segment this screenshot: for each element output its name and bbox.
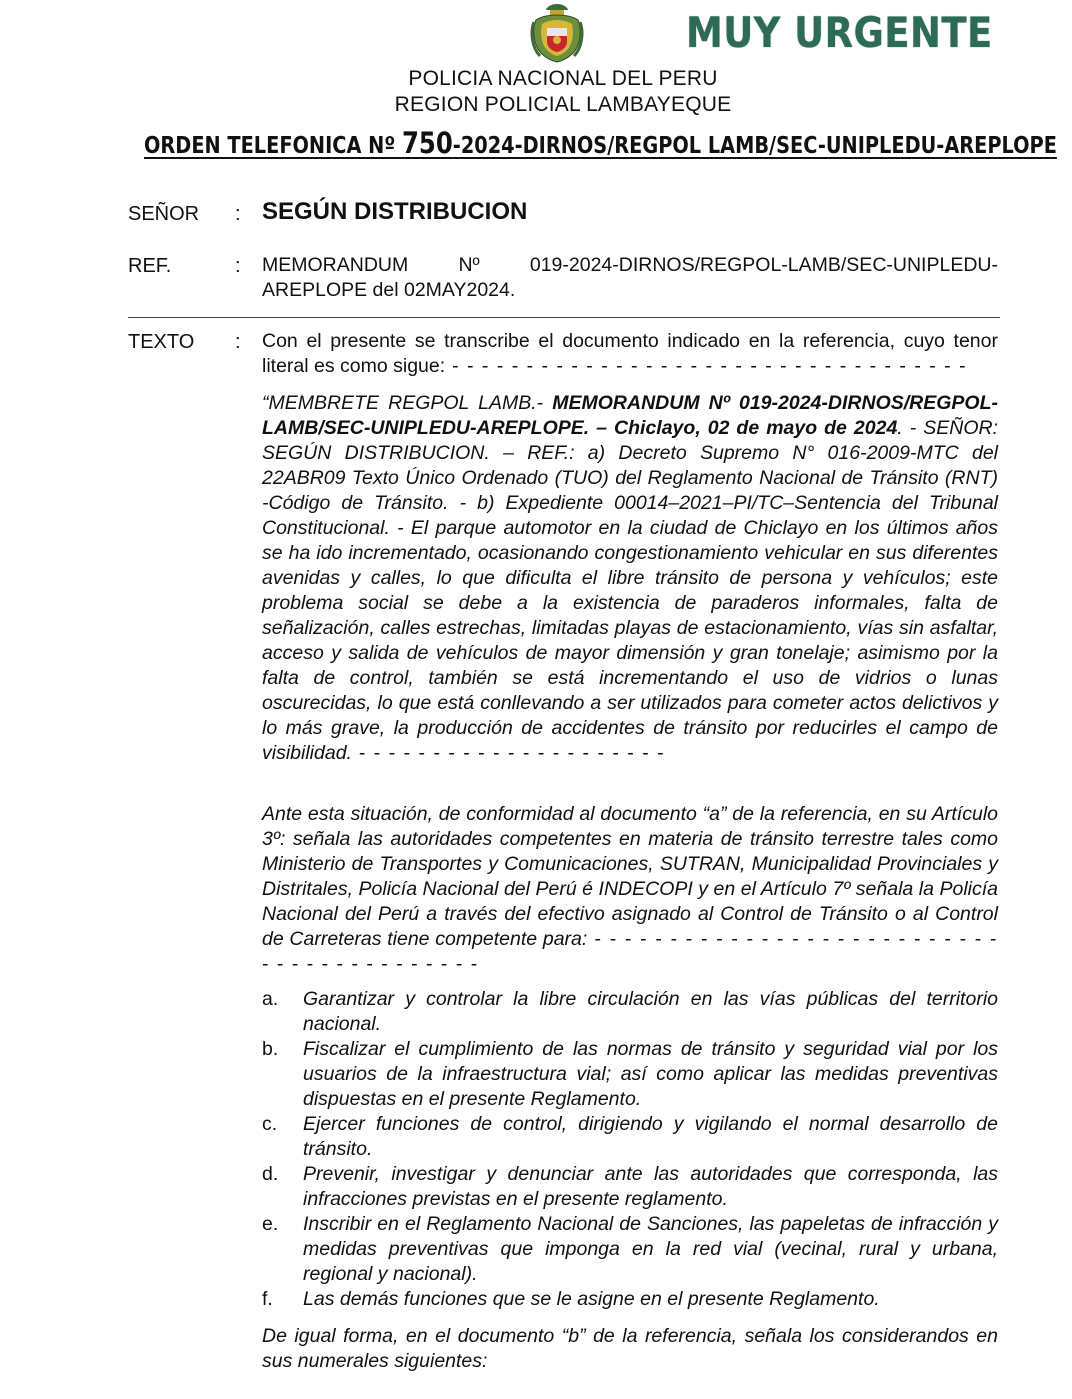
memo-paragraph-1 [262, 391, 998, 766]
intro-paragraph [262, 329, 998, 379]
intro-text: Con el presente se transcribe el documento indicado en la referencia, cuyo tenor literal es como sigue: [262, 330, 998, 377]
list-item-text: Inscribir en el Reglamento Nacional de Sanciones, las papeletas de infracción y medidas preventivas que imponga en la red vial (vecinal, rural y urbana, regional y nacional). [303, 1213, 998, 1285]
list-item-letter: c. [262, 1113, 278, 1135]
list-item [262, 987, 998, 1037]
memo-paragraph-3: De igual forma, en el documento “b” de la referencia, señala los considerandos en sus numerales siguientes: [262, 1325, 998, 1372]
ref-label: REF. [128, 255, 172, 277]
list-item-text: Fiscalizar el cumplimiento de las normas de tránsito y seguridad vial por los usuarios de la infraestructura vial; así como aplicar las medidas preventivas dispuestas en el presente Reglamento. [303, 1038, 998, 1110]
order-number: 750 [401, 126, 453, 160]
urgency-stamp: MUY URGENTE [686, 8, 993, 57]
list-item-letter: a. [262, 988, 279, 1010]
memo-paragraph-2 [262, 802, 998, 977]
list-item-text: Las demás funciones que se le asigne en el presente Reglamento. [303, 1288, 880, 1310]
memo-opening: “MEMBRETE REGPOL LAMB.- [262, 392, 553, 414]
list-item-letter: f. [262, 1288, 273, 1310]
senor-label: SEÑOR [128, 203, 200, 225]
list-item-text: Ejercer funciones de control, dirigiendo y vigilando el normal desarrollo de tránsito. [303, 1113, 998, 1160]
list-item [262, 1162, 998, 1212]
texto-colon: : [235, 331, 241, 353]
list-item [262, 1037, 998, 1112]
list-item-text: Garantizar y controlar la libre circulación en las vías públicas del territorio nacional. [303, 988, 998, 1035]
order-prefix: ORDEN TELEFONICA Nº [144, 133, 402, 159]
memo-paragraph-2-text: Ante esta situación, de conformidad al documento “a” de la referencia, en su Artículo 3º: señala las autoridades competentes en materia de tránsito terrestre tales como Ministerio de Transportes y Comunicaciones, SUTRAN, Municipalidad Provinciales y Distritales, Policía Nacional del Perú é INDECOPI y en el Artículo 7º señala la Policía Nacional del Perú a través del efectivo asignado al Control de Tránsito o al Control de Carreteras tiene competente para: [262, 803, 998, 950]
addressee-value: SEGÚN DISTRIBUCION [262, 198, 528, 225]
memo-dashes: - - - - - - - - - - - - - - - - - - - - - [351, 742, 666, 764]
institution-name: POLICIA NACIONAL DEL PERU [408, 67, 718, 90]
list-item-text: Prevenir, investigar y denunciar ante las autoridades que corresponda, las infracciones previstas en el presente reglamento. [303, 1163, 998, 1210]
list-item-letter: d. [262, 1163, 279, 1185]
section-divider [128, 317, 1000, 318]
texto-label: TEXTO [128, 331, 195, 353]
list-item [262, 1212, 998, 1287]
memo-body: . - SEÑOR: SEGÚN DISTRIBUCION. – REF.: a) Decreto Supremo N° 016-2009-MTC del 22ABR09 Texto Único Ordenado (TUO) del Reglamento Nacional de Tránsito (RNT) -Código de Tránsito. - b) Expediente 00014–2021–PI/TC–Sentencia del Tribunal Constitucional. - El parque automotor en la ciudad de Chiclayo en los últimos años se ha ido incrementado, ocasionando congestionamiento vehicular en sus diferentes avenidas y calles, lo que dificulta el libre tránsito de persona y vehículos; este problema social se debe a la existencia de paraderos informales, falta de señalización, calles estrechas, limitadas playas de estacionamiento, vías sin asfaltar, acceso y salida de vehículos de mayor dimensión y gran tonelaje; asimismo por la falta de control, también se está incrementando el uso de vidrios o lunas oscurecidas, lo que está conllevando a ser utilizados para cometer actos delictivos y lo más grave, la producción de accidentes de tránsito por reducirles el campo de visibilidad. [262, 417, 998, 764]
senor-colon: : [235, 203, 241, 225]
ref-value: MEMORANDUM Nº 019-2024-DIRNOS/REGPOL-LAMB/SEC-UNIPLEDU-AREPLOPE del 02MAY2024. [262, 254, 998, 301]
functions-list [262, 987, 998, 1312]
list-item-letter: b. [262, 1038, 279, 1060]
order-suffix: -2024-DIRNOS/REGPOL LAMB/SEC-UNIPLEDU-AREPLOPE [452, 133, 1057, 159]
list-item [262, 1112, 998, 1162]
order-title [144, 126, 1057, 160]
ref-colon: : [235, 255, 241, 277]
memo-paragraph-2-dashes: - - - - - - - - - - - - - - - - - - - - - - - - - - - - - - - - - - - - - - - - - - [262, 928, 999, 975]
memo-heading: MEMORANDUM Nº 019-2024-DIRNOS/REGPOL-LAMB/SEC-UNIPLEDU-AREPLOPE. – Chiclayo, 02 de mayo de 2024 [262, 392, 998, 439]
list-item-letter: e. [262, 1213, 279, 1235]
region-name: REGION POLICIAL LAMBAYEQUE [394, 93, 732, 116]
police-crest-icon [530, 2, 584, 64]
intro-dashes: - - - - - - - - - - - - - - - - - - - - - - - - - - - - - - - - - - - [445, 355, 968, 377]
list-item [262, 1287, 998, 1312]
